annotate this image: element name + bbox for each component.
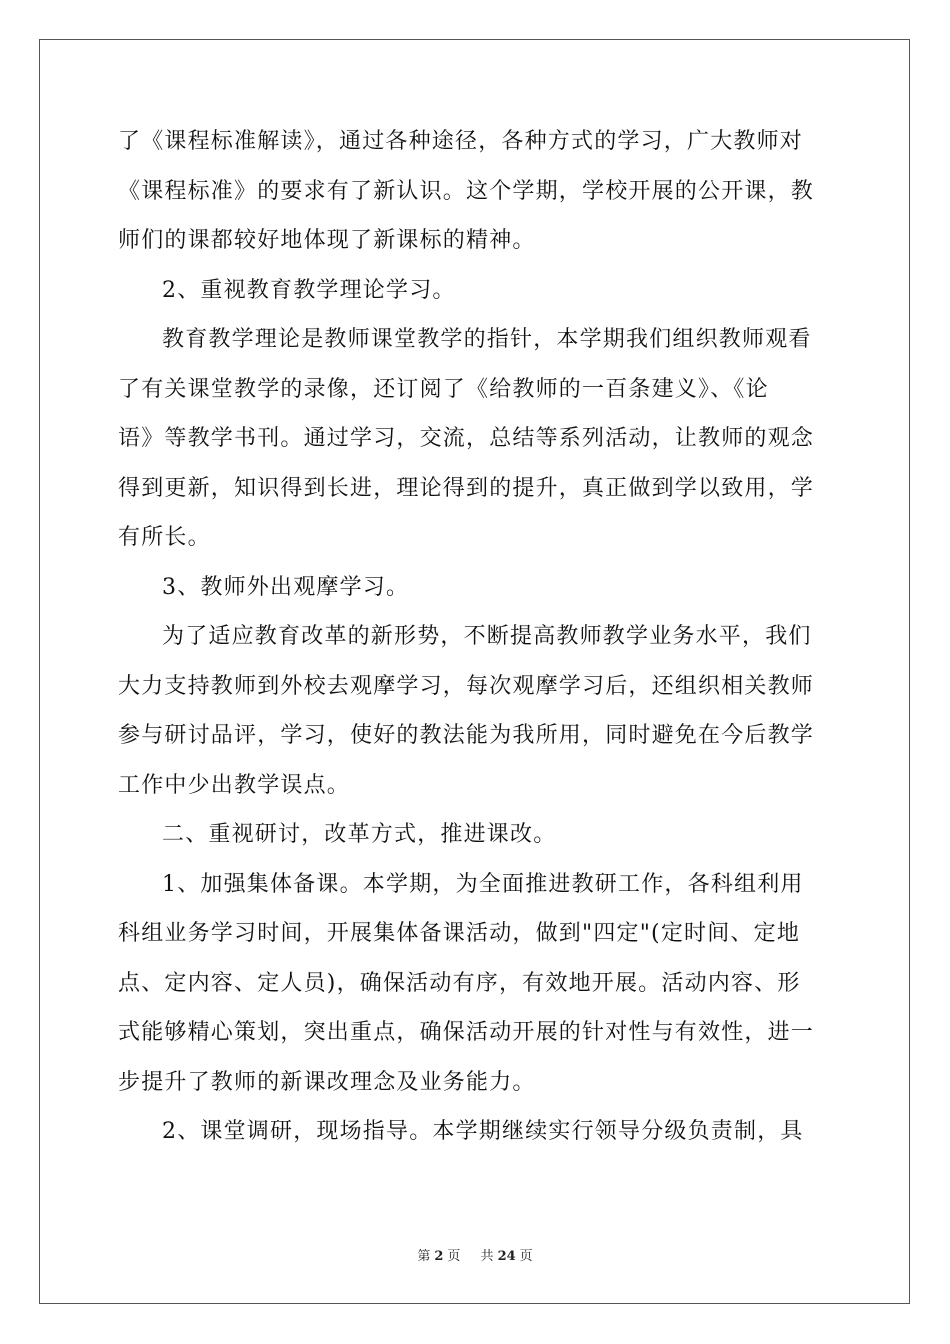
text-line: 点、定内容、定人员)，确保活动有序，有效地开展。活动内容、形 [118, 970, 801, 996]
text-line: 2、课堂调研，现场指导。本学期继续实行领导分级负责制，具 [162, 1119, 804, 1144]
total-pages: 24 [497, 1249, 516, 1264]
text-line: 大力支持教师到外校去观摩学习，每次观摩学习后，还组织相关教师 [118, 673, 815, 699]
total-indicator [477, 1249, 537, 1264]
text-line: 了《课程标准解读》，通过各种途径，各种方式的学习，广大教师对 [118, 129, 804, 154]
text-line: 语》等教学书刊。通过学习，交流，总结等系列活动，让教师的观念 [118, 426, 815, 451]
page-suffix: 页 [447, 1249, 461, 1264]
text-line: 工作中少出教学误点。 [118, 772, 351, 798]
text-line: 了有关课堂教学的录像，还订阅了《给教师的一百条建义》、《论 [118, 376, 769, 402]
page-number: 2 [434, 1249, 444, 1264]
text-line: 为了适应教育改革的新形势，不断提高教师教学业务水平，我们 [162, 624, 812, 649]
text-line: 1、加强集体备课。本学期，为全面推进教研工作，各科组利用 [162, 871, 804, 897]
page-prefix: 第 [417, 1249, 431, 1264]
text-line: 科组业务学习时间，开展集体备课活动，做到"四定"(定时间、定地 [118, 921, 801, 946]
text-line: 得到更新，知识得到长进，理论得到的提升，真正做到学以致用，学 [118, 475, 815, 501]
text-line: 《课程标准》的要求有了新认识。这个学期，学校开展的公开课，教 [118, 178, 815, 204]
text-line: 师们的课都较好地体现了新课标的精神。 [118, 228, 536, 253]
total-suffix: 页 [519, 1249, 533, 1264]
text-line: 式能够精心策划，突出重点，确保活动开展的针对性与有效性，进一 [118, 1020, 815, 1045]
text-line: 3、教师外出观摩学习。 [162, 574, 410, 600]
text-line: 有所长。 [118, 525, 211, 550]
text-line: 教育教学理论是教师课堂教学的指针，本学期我们组织教师观看 [162, 327, 812, 352]
page-indicator [413, 1249, 464, 1264]
text-line: 步提升了教师的新课改理念及业务能力。 [118, 1069, 536, 1095]
text-line: 二、重视研讨，改革方式，推进课改。 [162, 822, 557, 847]
text-line: 参与研讨品评，学习，使好的教法能为我所用，同时避免在今后教学 [118, 723, 815, 748]
total-prefix: 共 [480, 1249, 494, 1264]
text-line: 2、重视教育教学理论学习。 [162, 277, 456, 303]
page-footer [0, 1245, 950, 1264]
